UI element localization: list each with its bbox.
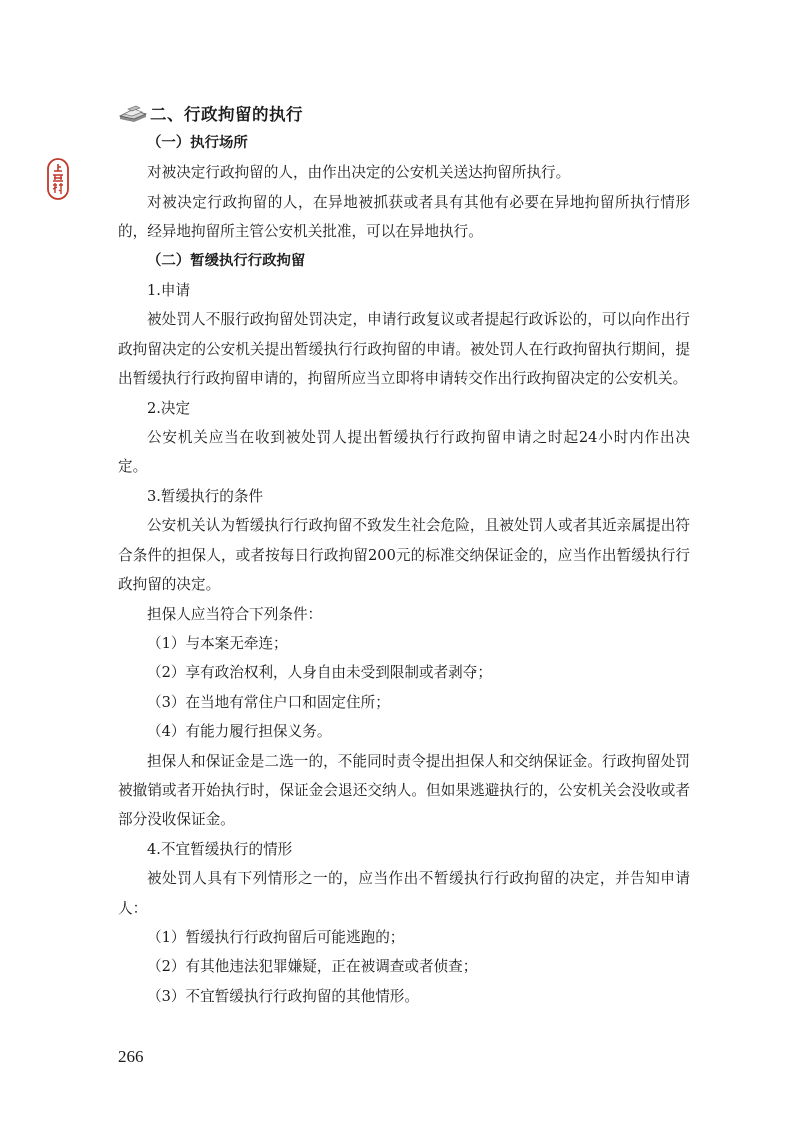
section-title: 二、行政拘留的执行 xyxy=(150,105,303,124)
paragraph: （4）有能力履行担保义务。 xyxy=(147,723,332,741)
book-stack-icon xyxy=(118,104,148,122)
paragraph: （1）暂缓执行行政拘留后可能逃跑的； xyxy=(147,928,405,946)
paragraph: 对被决定行政拘留的人，由作出决定的公安机关送达拘留所执行。 xyxy=(147,164,571,182)
page-number: 266 xyxy=(118,1047,144,1066)
paragraph: 担保人和保证金是二选一的，不能同时责令提出担保人和交纳保证金。行政拘留处罚被撤销或者开始执行时，保证金会退还交纳人。但如果逃避执行的，公安机关会没收或者部分没收保证金。 xyxy=(118,752,690,829)
paragraph: （2）有其他违法犯罪嫌疑，正在被调查或者侦查； xyxy=(147,958,478,976)
body-text xyxy=(118,129,690,1011)
paragraph: 被处罚人不服行政拘留处罚决定，申请行政复议或者提起行政诉讼的，可以向作出行政拘留决定的公安机关提出暂缓执行行政拘留的申请。被处罚人在行政拘留执行期间，提出暂缓执行行政拘留申请的，拘留所应当立即将申请转交作出行政拘留决定的公安机关。 xyxy=(118,311,690,388)
section-heading xyxy=(118,100,303,126)
seal-logo xyxy=(46,158,70,200)
paragraph: 4.不宜暂缓执行的情形 xyxy=(147,840,293,858)
paragraph: 公安机关认为暂缓执行行政拘留不致发生社会危险，且被处罚人或者其近亲属提出符合条件的担保人，或者按每日行政拘留200元的标准交纳保证金的，应当作出暂缓执行行政拘留的决定。 xyxy=(118,517,690,594)
paragraph: （2）享有政治权利，人身自由未受到限制或者剥夺； xyxy=(147,664,492,682)
paragraph: 被处罚人具有下列情形之一的，应当作出不暂缓执行行政拘留的决定，并告知申请人： xyxy=(118,870,690,917)
paragraph: 2.决定 xyxy=(147,399,191,417)
paragraph: 1.申请 xyxy=(147,282,191,300)
paragraph: 3.暂缓执行的条件 xyxy=(147,487,264,505)
subheading: （二）暂缓执行行政拘留 xyxy=(147,252,306,269)
paragraph: 对被决定行政拘留的人，在异地被抓获或者具有其他有必要在异地拘留所执行情形的，经异地拘留所主管公安机关批准，可以在异地执行。 xyxy=(118,193,690,241)
paragraph: 担保人应当符合下列条件： xyxy=(147,605,323,623)
paragraph: 公安机关应当在收到被处罚人提出暂缓执行行政拘留申请之时起24小时内作出决定。 xyxy=(118,429,690,476)
subheading: （一）执行场所 xyxy=(147,135,248,151)
paragraph: （3）在当地有常住户口和固定住所； xyxy=(147,693,390,711)
paragraph: （3）不宜暂缓执行行政拘留的其他情形。 xyxy=(147,987,419,1005)
paragraph: （1）与本案无牵连； xyxy=(147,634,288,652)
